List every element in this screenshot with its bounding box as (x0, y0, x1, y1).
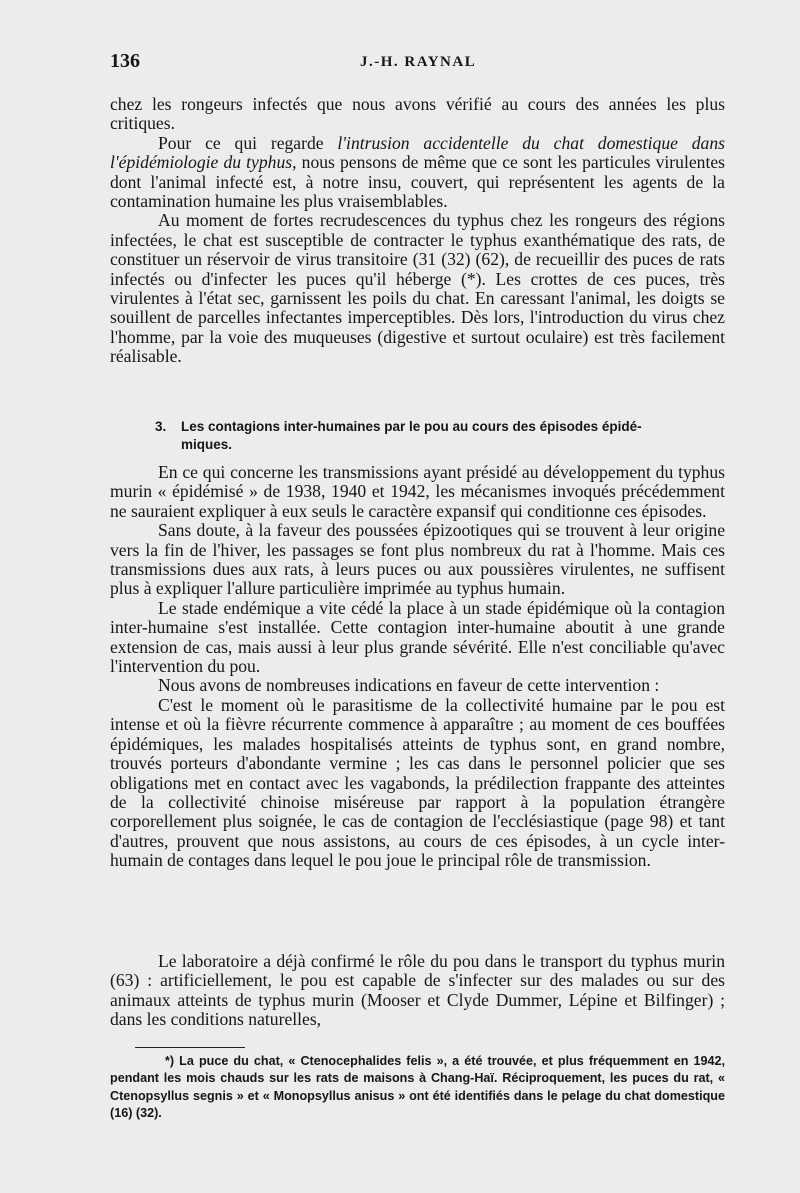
section-heading (110, 418, 730, 454)
paragraph-2 (110, 134, 725, 212)
paragraph-6: Le stade endémique a vite cédé la place à un stade épidémique où la contagion inter-humaine s'est installée. Cette contagion inter-humaine aboutit à une grande extension de cas, mais aussi à leur plus grande sévérité. Elle n'est conciliable qu'avec l'intervention du pou. (110, 597, 725, 677)
running-head: J.-H. RAYNAL (360, 54, 477, 70)
paragraph-2-italic: l'intrusion accidentelle du chat domestique dans l'épidémiologie du typhus, (110, 132, 725, 173)
section-number: 3. (155, 419, 167, 434)
paragraph-7: Nous avons de nombreuses indications en faveur de cette intervention : (158, 675, 660, 696)
paragraph-2-end: nous pensons de même que ce sont les particules virulentes dont l'animal infecté est, à notre insu, couvert, qui représentent les agents de la contamination humaine les plus vraisemblables. (110, 152, 726, 212)
footnote-text: *) La puce du chat, « Ctenocephalides felis », a été trouvée, et plus fréquemment en 1942, pendant les mois chauds sur les rats de maisons à Chang-Haï. Réciproquement, les puces du rat, « Ctenopsyllus segnis » et « Monopsyllus anisus » ont été identifiés dans le pelage du chat domestique (16) (32). (110, 1054, 725, 1121)
paragraph-2-start: Pour ce qui regarde (158, 132, 338, 153)
section-title-line2: miques. (181, 437, 233, 452)
paragraph-3: Au moment de fortes recrudescences du typhus chez les rongeurs des régions infectées, le chat est susceptible de contracter le typhus exanthématique des rats, de constituer un réservoir de virus transitoire (31 (32) (62), de recueillir des puces de rats infectés ou d'infecter les puces qu'il héberge (*). Les crottes de ces puces, très virulentes à l'état sec, garnissent les poils du chat. En caressant l'animal, les doigts se souillent de parcelles infectantes imperceptibles. Dès lors, l'introduction du virus chez l'homme, par la voie des muqueuses (digestive et surtout oculaire) est très facilement réalisable. (110, 210, 725, 367)
body-text-bottom (110, 952, 725, 1030)
page-header (110, 50, 730, 80)
paragraph-1: chez les rongeurs infectés que nous avons vérifié au cours des années les plus critiques. (110, 94, 725, 134)
paragraph-4: En ce qui concerne les transmissions ayant présidé au développement du typhus murin « épidémisé » de 1938, 1940 et 1942, les mécanismes invoqués précédemment ne sauraient expliquer à eux seuls le caractère expansif qui conditionne ces épisodes. (110, 462, 725, 521)
section-title-line1: Les contagions inter-humaines par le pou au cours des épisodes épidé- (181, 419, 642, 434)
paragraph-9: Le laboratoire a déjà confirmé le rôle du pou dans le transport du typhus murin (63) : artificiellement, le pou est capable de s'infecter sur des malades ou sur des animaux atteints de typhus murin (Mooser et Clyde Dummer, Lépine et Bilfinger) ; dans les conditions naturelles, (110, 951, 725, 1030)
footnote (110, 1053, 725, 1123)
paragraph-5: Sans doute, à la faveur des poussées épizootiques qui se trouvent à leur origine vers la fin de l'hiver, les passages se font plus nombreux du rat à l'homme. Mais ces transmissions dues aux rats, à leurs puces ou aux poussières virulentes, ne suffisent plus à expliquer l'allure particulière imprimée au typhus humain. (110, 520, 725, 599)
paragraph-8: C'est le moment où le parasitisme de la collectivité humaine par le pou est intense et où la fièvre récurrente commence à apparaître ; au moment de ces bouffées épidémiques, les malades hospitalisés atteints de typhus sont, en grand nombre, trouvés porteurs d'abondante vermine ; les cas dans le personnel policier que ses obligations met en contact avec les vagabonds, la prédilection frappante des atteintes de la collectivité chinoise miséreuse par rapport à la population étrangère corporellement plus soignée, le cas de contagion de l'ecclésiastique (page 98) et tant d'autres, prouvent que nous assistons, au cours de ces épisodes, à un cycle inter-humain de contages dans lequel le pou joue le principal rôle de transmission. (110, 694, 725, 871)
page-number: 136 (110, 50, 140, 72)
footnote-rule (135, 1047, 245, 1048)
body-text-top (110, 95, 725, 367)
body-text-middle (110, 463, 725, 871)
